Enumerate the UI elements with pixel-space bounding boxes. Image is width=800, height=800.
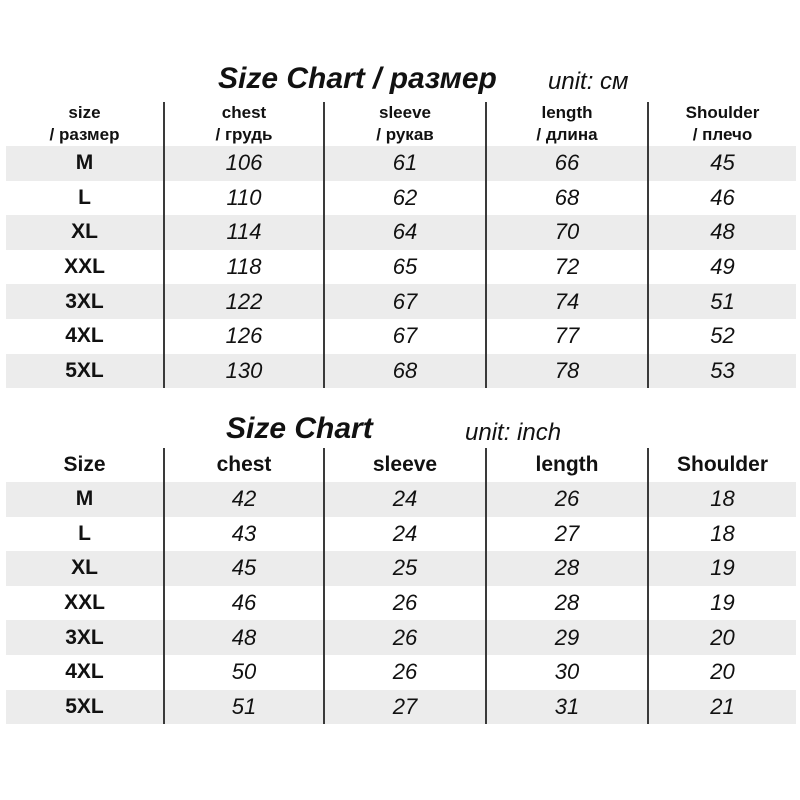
cm-header-chest-ru: / грудь	[215, 125, 273, 144]
sleeve-cell: 26	[324, 655, 486, 690]
chest-cell: 50	[164, 655, 324, 690]
cm-header-shoulder-en: Shoulder	[685, 103, 760, 122]
sleeve-cell: 67	[324, 319, 486, 354]
table-row	[6, 181, 796, 216]
cm-header-length	[486, 102, 648, 146]
table-row	[6, 620, 796, 655]
length-cell: 74	[486, 284, 648, 319]
chest-cell: 130	[164, 354, 324, 389]
shoulder-cell: 51	[648, 284, 796, 319]
sleeve-cell: 24	[324, 482, 486, 517]
length-cell: 70	[486, 215, 648, 250]
size-cell: 4XL	[65, 324, 104, 348]
sleeve-cell: 26	[324, 586, 486, 621]
cm-header-sleeve-ru: / рукав	[376, 125, 434, 144]
sleeve-cell: 67	[324, 284, 486, 319]
shoulder-cell: 19	[648, 551, 796, 586]
cm-size-table	[6, 102, 796, 388]
cm-header-length-ru: / длина	[536, 125, 598, 144]
shoulder-cell: 48	[648, 215, 796, 250]
shoulder-cell: 21	[648, 690, 796, 725]
chest-cell: 48	[164, 620, 324, 655]
sleeve-cell: 68	[324, 354, 486, 389]
shoulder-cell: 18	[648, 517, 796, 552]
table-row	[6, 517, 796, 552]
table-row	[6, 215, 796, 250]
table-row	[6, 319, 796, 354]
chest-cell: 42	[164, 482, 324, 517]
sleeve-cell: 62	[324, 181, 486, 216]
chest-cell: 43	[164, 517, 324, 552]
length-cell: 77	[486, 319, 648, 354]
size-cell: XL	[6, 551, 164, 586]
shoulder-cell: 19	[648, 586, 796, 621]
size-cell: M	[6, 146, 164, 181]
inch-header-chest: chest	[164, 448, 324, 482]
chest-cell: 110	[164, 181, 324, 216]
table-row	[6, 250, 796, 285]
chest-cell: 51	[164, 690, 324, 725]
table-row	[6, 586, 796, 621]
sleeve-cell: 65	[324, 250, 486, 285]
size-cell: 3XL	[6, 284, 164, 319]
length-cell: 27	[486, 517, 648, 552]
sleeve-cell: 27	[324, 690, 486, 725]
shoulder-cell: 53	[648, 354, 796, 389]
table-row	[6, 690, 796, 725]
inch-header-size: Size	[63, 453, 106, 476]
size-cell: L	[78, 521, 91, 545]
inch-header-row	[6, 448, 796, 482]
shoulder-cell: 20	[648, 620, 796, 655]
length-cell: 28	[486, 586, 648, 621]
cm-header-length-en: length	[541, 103, 593, 122]
table-row	[6, 655, 796, 690]
inch-chart-unit: unit: inch	[465, 419, 562, 446]
shoulder-cell: 20	[648, 655, 796, 690]
shoulder-cell: 18	[648, 482, 796, 517]
chest-cell: 106	[164, 146, 324, 181]
cm-chart-unit: unit: см	[548, 68, 629, 95]
length-cell: 30	[486, 655, 648, 690]
inch-header-length: length	[486, 448, 648, 482]
length-cell: 78	[486, 354, 648, 389]
size-cell: XL	[6, 215, 164, 250]
length-cell: 31	[486, 690, 648, 725]
chest-cell: 46	[164, 586, 324, 621]
chest-cell: 122	[164, 284, 324, 319]
cm-header-size-ru: / размер	[49, 125, 120, 144]
shoulder-cell: 49	[648, 250, 796, 285]
cm-header-size-en: size	[68, 103, 101, 122]
cm-header-chest-en: chest	[221, 103, 267, 122]
chest-cell: 126	[164, 319, 324, 354]
sleeve-cell: 61	[324, 146, 486, 181]
size-cell: 3XL	[6, 620, 164, 655]
size-cell: M	[6, 482, 164, 517]
inch-chart-heading	[0, 406, 800, 450]
length-cell: 68	[486, 181, 648, 216]
sleeve-cell: 26	[324, 620, 486, 655]
shoulder-cell: 52	[648, 319, 796, 354]
size-cell: XXL	[64, 255, 105, 279]
inch-chart-title: Size Chart	[226, 412, 373, 445]
cm-header-sleeve-en: sleeve	[379, 103, 431, 122]
cm-header-row	[6, 102, 796, 146]
length-cell: 66	[486, 146, 648, 181]
length-cell: 26	[486, 482, 648, 517]
sleeve-cell: 25	[324, 551, 486, 586]
shoulder-cell: 45	[648, 146, 796, 181]
cm-chart-heading	[0, 58, 800, 102]
chest-cell: 118	[164, 250, 324, 285]
size-cell: 4XL	[65, 660, 104, 684]
cm-header-shoulder	[648, 102, 796, 146]
size-cell: XXL	[64, 591, 105, 615]
length-cell: 28	[486, 551, 648, 586]
size-cell: 5XL	[6, 690, 164, 725]
chest-cell: 45	[164, 551, 324, 586]
cm-chart-title: Size Chart / размер	[218, 62, 497, 95]
table-row	[6, 284, 796, 319]
inch-header-sleeve: sleeve	[324, 448, 486, 482]
table-row	[6, 146, 796, 181]
inch-header-shoulder: Shoulder	[648, 448, 796, 482]
sleeve-cell: 64	[324, 215, 486, 250]
cm-header-size	[6, 102, 164, 146]
table-row	[6, 354, 796, 389]
size-cell: 5XL	[6, 354, 164, 389]
table-row	[6, 482, 796, 517]
cm-header-sleeve	[324, 102, 486, 146]
length-cell: 29	[486, 620, 648, 655]
length-cell: 72	[486, 250, 648, 285]
shoulder-cell: 46	[648, 181, 796, 216]
chest-cell: 114	[164, 215, 324, 250]
cm-header-shoulder-ru: / плечо	[692, 125, 753, 144]
cm-header-chest	[164, 102, 324, 146]
inch-size-table	[6, 448, 796, 724]
sleeve-cell: 24	[324, 517, 486, 552]
table-row	[6, 551, 796, 586]
size-cell: L	[78, 185, 91, 209]
